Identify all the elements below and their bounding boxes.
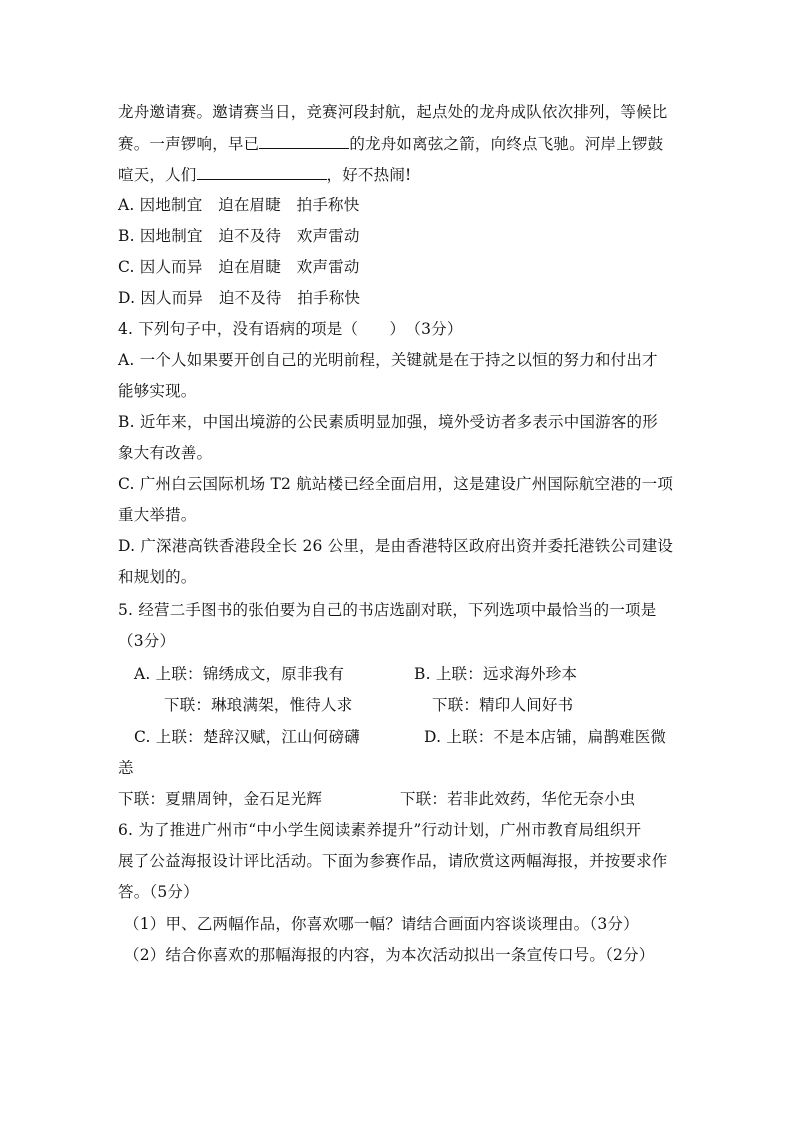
q3-line-3 bbox=[118, 164, 411, 185]
q4-option-c-line-1: C. 广州白云国际机场 T2 航站楼已经全面启用，这是建设广州国际航空港的一项 bbox=[118, 475, 674, 493]
q3-option-c: C. 因人而异 迫在眉睫 欢声雷动 bbox=[118, 258, 360, 276]
q5-stem-line-2: （3分） bbox=[118, 632, 176, 650]
q5-option-a-upper: A. 上联：锦绣成文，原非我有 bbox=[134, 665, 345, 683]
q3-line-2-text-a: 赛。一声锣响，早已 bbox=[118, 135, 260, 153]
q4-option-b-line-1: B. 近年来，中国出境游的公民素质明显加强，境外受访者多表示中国游客的形 bbox=[118, 413, 658, 431]
q3-line-3-text-a: 喧天，人们 bbox=[118, 166, 197, 184]
q5-stem-line-1: 5. 经营二手图书的张伯要为自己的书店选副对联，下列选项中最恰当的一项是 bbox=[118, 601, 657, 619]
q6-stem-line-1: 6. 为了推进广州市“中小学生阅读素养提升”行动计划，广州市教育局组织开 bbox=[118, 821, 642, 839]
q4-option-b-line-2: 象大有改善。 bbox=[118, 444, 213, 462]
q5-option-c-lower: 下联：夏鼎周钟，金石足光辉 bbox=[118, 790, 323, 808]
q5-option-b-lower: 下联：精印人间好书 bbox=[432, 696, 574, 714]
q5-option-b-upper: B. 上联：远求海外珍本 bbox=[414, 665, 578, 683]
q6-sub-question-2: （2）结合你喜欢的那幅海报的内容，为本次活动拟出一条宣传口号。（2分） bbox=[124, 946, 655, 964]
q4-stem: 4. 下列句子中，没有语病的项是（ ） （3分） bbox=[118, 320, 463, 338]
q3-blank-1 bbox=[259, 133, 349, 149]
q5-option-c-upper: C. 上联：楚辞汉赋，江山何磅礴 bbox=[134, 728, 360, 746]
q3-line-2 bbox=[118, 133, 663, 154]
q3-option-b: B. 因地制宜 迫不及待 欢声雷动 bbox=[118, 227, 360, 245]
q5-option-d-lower: 下联：若非此效药，华佗无奈小虫 bbox=[400, 790, 636, 808]
q5-option-a-lower: 下联：琳琅满架，惟待人求 bbox=[164, 696, 353, 714]
q4-option-d-line-2: 和规划的。 bbox=[118, 568, 197, 586]
q5-option-d-upper-cont: 恙 bbox=[118, 759, 134, 777]
q3-blank-2 bbox=[197, 164, 327, 180]
q4-option-d-line-1: D. 广深港高铁香港段全长 26 公里，是由香港特区政府出资并委托港铁公司建设 bbox=[118, 537, 674, 555]
q3-line-3-text-b: ，好不热闹! bbox=[326, 166, 412, 184]
q4-option-c-line-2: 重大举措。 bbox=[118, 506, 197, 524]
q5-option-d-upper: D. 上联：不是本店铺，扁鹊难医微 bbox=[424, 728, 667, 746]
q4-option-a-line-2: 能够实现。 bbox=[118, 382, 197, 400]
q3-line-1: 龙舟邀请赛。邀请赛当日，竞赛河段封航，起点处的龙舟成队依次排列，等候比 bbox=[118, 103, 668, 121]
q6-stem-line-2: 展了公益海报设计评比活动。下面为参赛作品，请欣赏这两幅海报，并按要求作 bbox=[118, 852, 668, 870]
q6-sub-question-1: （1）甲、乙两幅作品，你喜欢哪一幅？请结合画面内容谈谈理由。（3分） bbox=[124, 915, 639, 933]
q6-stem-line-3: 答。（5分） bbox=[118, 883, 199, 901]
q3-line-2-text-b: 的龙舟如离弦之箭，向终点飞驰。河岸上锣鼓 bbox=[349, 135, 664, 153]
q3-option-d: D. 因人而异 迫不及待 拍手称快 bbox=[118, 289, 361, 307]
q3-option-a: A. 因地制宜 迫在眉睫 拍手称快 bbox=[118, 196, 360, 214]
q4-option-a-line-1: A. 一个人如果要开创自己的光明前程，关键就是在于持之以恒的努力和付出才 bbox=[118, 351, 658, 369]
